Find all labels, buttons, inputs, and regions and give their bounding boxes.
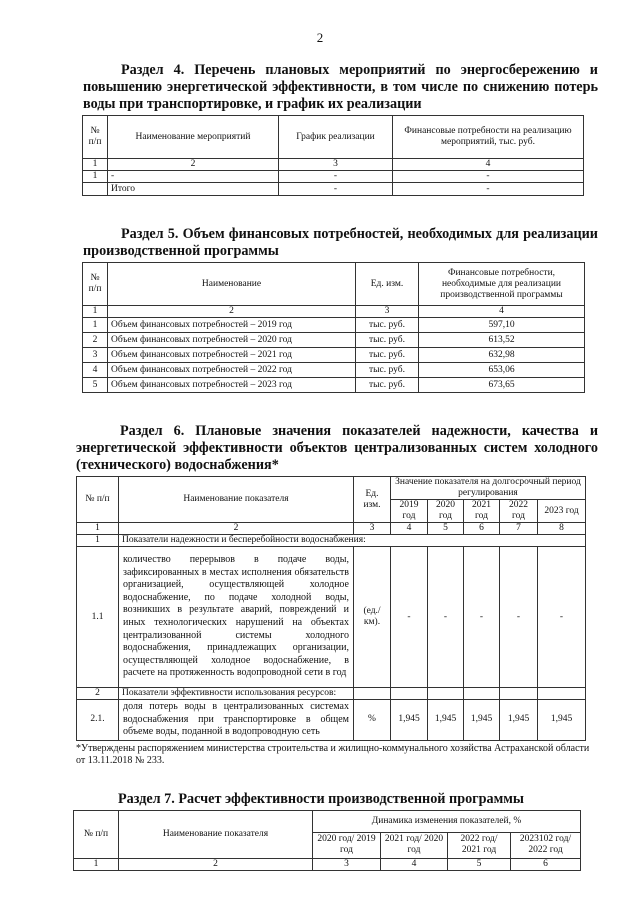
cell: тыс. руб. xyxy=(356,333,419,348)
cell: 1,945 xyxy=(391,700,428,741)
cell: Объем финансовых потребностей – 2020 год xyxy=(108,333,356,348)
cell: Показатели эффективности использования ресурсов: xyxy=(119,688,354,700)
column-number: 1 xyxy=(77,523,119,535)
cell: 597,10 xyxy=(419,318,585,333)
column-number: 1 xyxy=(83,306,108,318)
cell: 1.1 xyxy=(77,547,119,688)
cell: - xyxy=(538,547,586,688)
table-row xyxy=(77,700,586,741)
page-number: 2 xyxy=(316,30,324,45)
cell: - xyxy=(428,547,464,688)
table-row-total xyxy=(83,183,584,196)
cell: - xyxy=(500,547,538,688)
column-number: 2 xyxy=(108,159,279,171)
cell: 4 xyxy=(83,363,108,378)
column-number: 8 xyxy=(538,523,586,535)
cell: - xyxy=(393,183,584,196)
cell: Объем финансовых потребностей – 2019 год xyxy=(108,318,356,333)
cell: (ед./ км). xyxy=(354,547,391,688)
table-row xyxy=(83,318,585,333)
header-cell: Ед. изм. xyxy=(356,263,419,306)
column-number: 3 xyxy=(279,159,393,171)
cell: - xyxy=(393,171,584,183)
cell: 1,945 xyxy=(500,700,538,741)
table-row xyxy=(83,171,584,183)
header-cell: Наименование мероприятий xyxy=(108,116,279,159)
year-header: 2023 год xyxy=(538,500,586,523)
section-6-title xyxy=(76,423,598,474)
section-4-title xyxy=(83,62,598,113)
cell: 2.1. xyxy=(77,700,119,741)
header-cell: Значение показателя на долгосрочный период регулирования xyxy=(391,477,586,500)
cell: % xyxy=(354,700,391,741)
cell: 1,945 xyxy=(464,700,500,741)
column-number: 5 xyxy=(448,858,511,870)
header-cell: Финансовые потребности, необходимые для реализации производственной программы xyxy=(419,263,585,306)
cell: 653,06 xyxy=(419,363,585,378)
header-cell: Наименование показателя xyxy=(119,477,354,523)
section-5-title-text: Раздел 5. Объем финансовых потребностей, необходимых для реализации производственной программы xyxy=(83,226,598,259)
cell: тыс. руб. xyxy=(356,378,419,393)
cell: Объем финансовых потребностей – 2023 год xyxy=(108,378,356,393)
cell: 3 xyxy=(83,348,108,363)
cell: Объем финансовых потребностей – 2022 год xyxy=(108,363,356,378)
group-row xyxy=(77,535,586,547)
cell: 2 xyxy=(77,688,119,700)
cell: 5 xyxy=(83,378,108,393)
year-header: 2020 год xyxy=(428,500,464,523)
section-6-title-text: Раздел 6. Плановые значения показателей надежности, качества и энергетической эффективности объектов централизованных систем холодного (технического) водоснабжения* xyxy=(76,423,598,473)
header-cell: № п/п xyxy=(74,810,119,858)
column-number: 7 xyxy=(500,523,538,535)
cell: доля потерь воды в централизованных системах водоснабжения при транспортировке в общем объеме воды, поданной в водопроводную сеть xyxy=(119,700,354,741)
footnote: *Утверждены распоряжением министерства строительства и жилищно-коммунального хозяйства Астраханской области от 13.11.2018 № 233. xyxy=(76,742,590,766)
column-number: 1 xyxy=(83,159,108,171)
header-cell: Ед. изм. xyxy=(354,477,391,523)
column-number: 4 xyxy=(391,523,428,535)
cell: - xyxy=(464,547,500,688)
section-7-table xyxy=(73,810,581,871)
cell: Объем финансовых потребностей – 2021 год xyxy=(108,348,356,363)
header-cell: Финансовые потребности на реализацию мероприятий, тыс. руб. xyxy=(393,116,584,159)
header-cell: № п/п xyxy=(77,477,119,523)
cell: - xyxy=(108,171,279,183)
period-header: 2023102 год/ 2022 год xyxy=(511,832,581,858)
column-number: 2 xyxy=(119,858,313,870)
column-number: 3 xyxy=(313,858,381,870)
section-4-title-text: Раздел 4. Перечень плановых мероприятий по энергосбережению и повышению энергетической эффективности, в том числе по снижению потерь воды при транспортировке, и график их реализации xyxy=(83,62,598,112)
column-number: 5 xyxy=(428,523,464,535)
cell: тыс. руб. xyxy=(356,348,419,363)
header-cell: Наименование xyxy=(108,263,356,306)
column-number: 3 xyxy=(356,306,419,318)
cell: 2 xyxy=(83,333,108,348)
cell: Показатели надежности и бесперебойности водоснабжения: xyxy=(119,535,586,547)
cell xyxy=(83,183,108,196)
column-number: 6 xyxy=(464,523,500,535)
column-number: 1 xyxy=(74,858,119,870)
cell: 632,98 xyxy=(419,348,585,363)
group-row xyxy=(77,688,586,700)
header-cell: График реализации xyxy=(279,116,393,159)
header-cell: Наименование показателя xyxy=(119,810,313,858)
cell: тыс. руб. xyxy=(356,363,419,378)
year-header: 2021 год xyxy=(464,500,500,523)
header-cell: № п/п xyxy=(83,263,108,306)
column-number: 2 xyxy=(108,306,356,318)
cell: 613,52 xyxy=(419,333,585,348)
column-number: 4 xyxy=(393,159,584,171)
cell: 1 xyxy=(83,171,108,183)
section-7-title: Раздел 7. Расчет эффективности производственной программы xyxy=(118,790,525,807)
cell: 1,945 xyxy=(428,700,464,741)
section-4-table xyxy=(82,115,584,196)
column-number: 6 xyxy=(511,858,581,870)
cell: 1 xyxy=(83,318,108,333)
cell: Итого xyxy=(108,183,279,196)
cell: - xyxy=(279,183,393,196)
section-6-table xyxy=(76,476,586,741)
section-5-title xyxy=(83,226,598,260)
header-cell: Динамика изменения показателей, % xyxy=(313,810,581,832)
period-header: 2021 год/ 2020 год xyxy=(381,832,448,858)
table-row xyxy=(83,363,585,378)
period-header: 2020 год/ 2019 год xyxy=(313,832,381,858)
table-row xyxy=(83,348,585,363)
cell: - xyxy=(279,171,393,183)
cell: 1 xyxy=(77,535,119,547)
cell: тыс. руб. xyxy=(356,318,419,333)
column-number: 4 xyxy=(381,858,448,870)
year-header: 2019 год xyxy=(391,500,428,523)
header-cell: № п/п xyxy=(83,116,108,159)
cell: 673,65 xyxy=(419,378,585,393)
period-header: 2022 год/ 2021 год xyxy=(448,832,511,858)
table-row xyxy=(83,333,585,348)
column-number: 2 xyxy=(119,523,354,535)
table-row xyxy=(77,547,586,688)
year-header: 2022 год xyxy=(500,500,538,523)
column-number: 3 xyxy=(354,523,391,535)
cell: количество перерывов в подаче воды, зафиксированных в местах исполнения обязательств организацией, осуществляющей холодное водоснабжение, по подаче холодной воды, возникших в результате аварий, повреждений и иных технологических нарушений на объектах централизованной системы холодного водоснабжения, принадлежащих организации, осуществляющей холодное водоснабжение, в расчете на протяженность водопроводной сети в год xyxy=(119,547,354,688)
column-number: 4 xyxy=(419,306,585,318)
cell: - xyxy=(391,547,428,688)
section-5-table xyxy=(82,262,585,393)
table-row xyxy=(83,378,585,393)
cell: 1,945 xyxy=(538,700,586,741)
